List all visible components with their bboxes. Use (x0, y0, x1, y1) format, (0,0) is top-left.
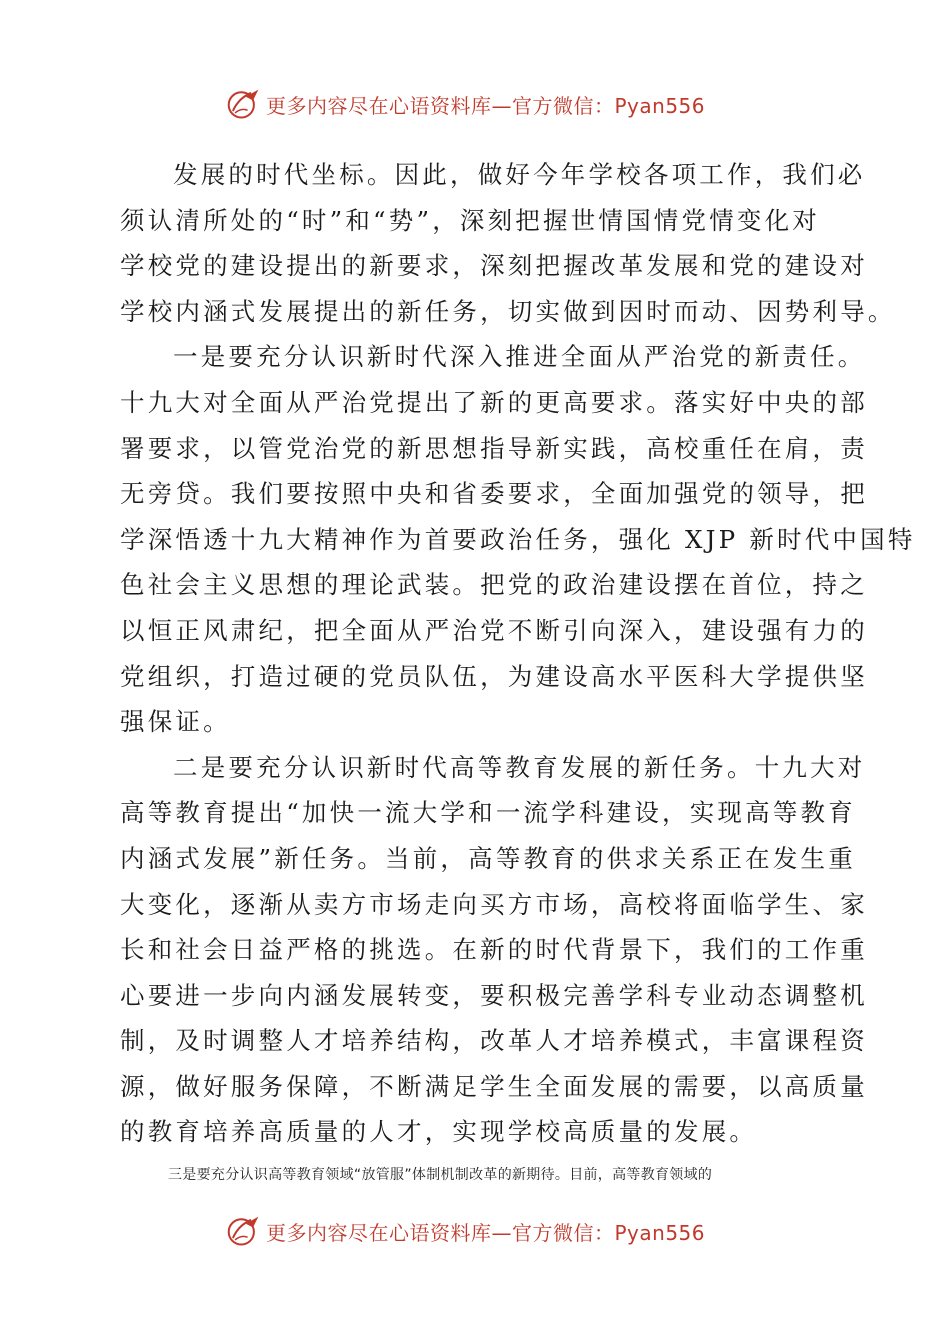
text-line: 十九大对全面从严治党提出了新的更高要求。落实好中央的部 (120, 387, 868, 417)
text-line: 学校党的建设提出的新要求，深刻把握改革发展和党的建设对 (120, 251, 868, 281)
text-line: 长和社会日益严格的挑选。在新的时代背景下，我们的工作重 (120, 935, 868, 965)
text-line: 一是要充分认识新时代深入推进全面从严治党的新责任。 (173, 342, 866, 372)
text-line: 二是要充分认识新时代高等教育发展的新任务。十九大对 (173, 752, 866, 782)
text-line: 色社会主义思想的理论武装。把党的政治建设摆在首位，持之 (120, 570, 868, 600)
text-line: 源，做好服务保障，不断满足学生全面发展的需要，以高质量 (120, 1071, 868, 1101)
pen-logo-icon (226, 1213, 262, 1249)
text-line: 学校内涵式发展提出的新任务，切实做到因时而动、因势利导。 (120, 296, 896, 326)
paragraph-1 (120, 152, 896, 334)
text-line: 高等教育提出“加快一流大学和一流学科建设，实现高等教育 (120, 798, 856, 828)
paragraph-2 (120, 334, 916, 744)
text-line: 内涵式发展”新任务。当前，高等教育的供求关系正在发生重 (120, 843, 856, 873)
text-line: 学深悟透十九大精神作为首要政治任务，强化 XJP 新时代中国特 (120, 524, 916, 554)
text-line: 的教育培养高质量的人才，实现学校高质量的发展。 (120, 1117, 758, 1147)
header-banner (226, 84, 705, 124)
small-note: 三是要充分认识高等教育领域“放管服”体制机制改革的新期待。目前，高等教育领域的 (168, 1167, 713, 1183)
paragraph-3 (120, 745, 868, 1155)
text-line: 强保证。 (120, 707, 231, 737)
text-line: 制，及时调整人才培养结构，改革人才培养模式，丰富课程资 (120, 1026, 868, 1056)
pen-logo-icon (226, 86, 262, 122)
document-body (120, 152, 916, 1155)
footer-banner-text: 更多内容尽在心语资料库—官方微信：Pyan556 (266, 1220, 706, 1245)
footer-banner (226, 1211, 705, 1251)
text-line: 署要求，以管党治党的新思想指导新实践，高校重任在肩，责 (120, 433, 868, 463)
text-line: 须认清所处的“时”和“势”，深刻把握世情国情党情变化对 (120, 205, 820, 235)
text-line: 大变化，逐渐从卖方市场走向买方市场，高校将面临学生、家 (120, 889, 868, 919)
text-line: 发展的时代坐标。因此，做好今年学校各项工作，我们必 (173, 160, 866, 189)
text-line: 心要进一步向内涵发展转变，要积极完善学科专业动态调整机 (120, 980, 868, 1010)
text-line: 以恒正风肃纪，把全面从严治党不断引向深入，建设强有力的 (120, 615, 868, 645)
text-line: 党组织，打造过硬的党员队伍，为建设高水平医科大学提供坚 (120, 661, 868, 691)
header-banner-text: 更多内容尽在心语资料库—官方微信：Pyan556 (266, 93, 706, 118)
text-line: 无旁贷。我们要按照中央和省委要求，全面加强党的领导，把 (120, 479, 868, 509)
